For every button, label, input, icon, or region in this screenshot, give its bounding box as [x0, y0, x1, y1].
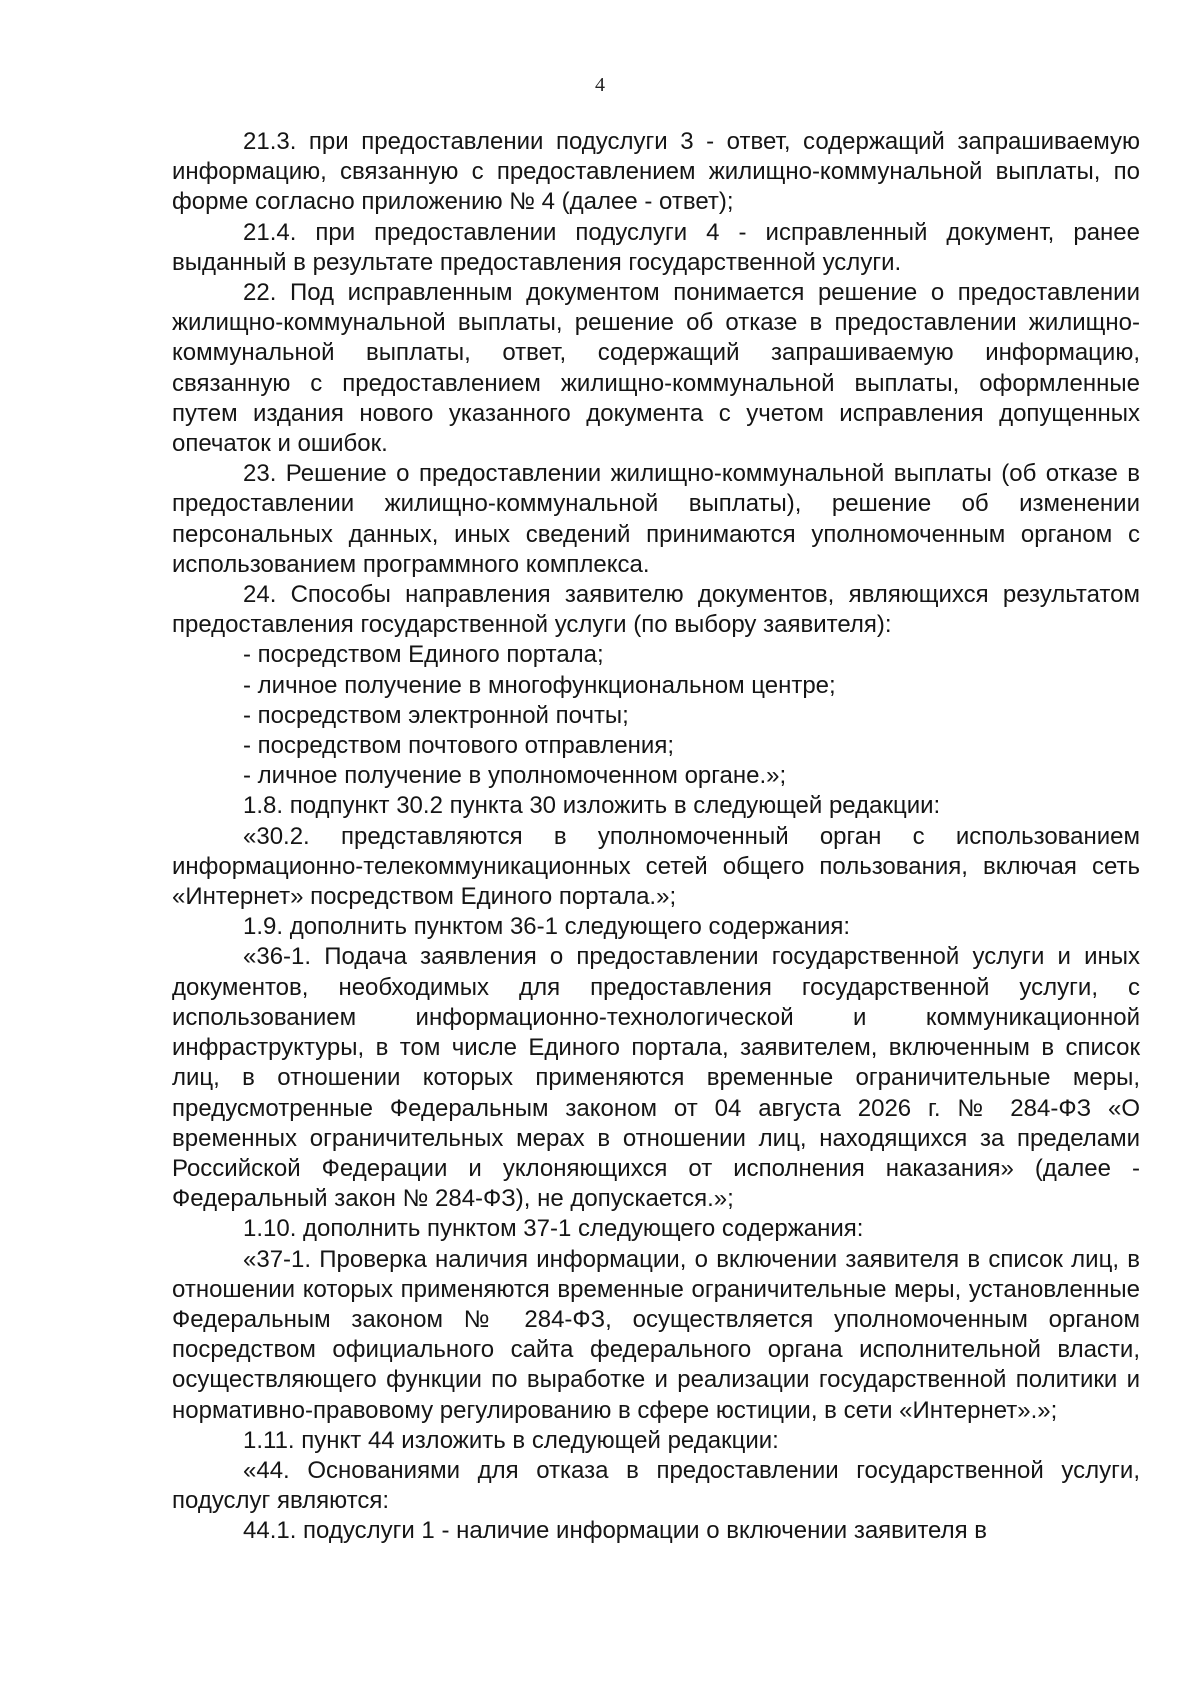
paragraph-21-3: 21.3. при предоставлении подуслуги 3 - ответ, содержащий запрашиваемую информацию, связанную с предоставлением жилищно-коммунальной выплаты, по форме согласно приложению № 4 (далее - ответ);: [172, 128, 1140, 216]
paragraph-30-2: «30.2. представляются в уполномоченный орган с использованием информационно-телекоммуникационных сетей общего пользования, включая сеть «Интернет» посредством Единого портала.»;: [172, 822, 1140, 911]
list-item-email: - посредством электронной почты;: [243, 701, 629, 729]
list-item-post: - посредством почтового отправления;: [243, 732, 675, 760]
paragraph-24: 24. Способы направления заявителю документов, являющихся результатом предоставления государственной услуги (по выбору заявителя):: [172, 581, 1140, 639]
paragraph-22: 22. Под исправленным документом понимается решение о предоставлении жилищно-коммунальной выплаты, решение об отказе в предоставлении жилищно-коммунальной выплаты, ответ, содержащий запрашиваемую информацию, связанную с предоставлением жилищно-коммунальной выплаты, оформленные путем издания нового указанного документа с учетом исправления допущенных опечаток и ошибок.: [172, 279, 1140, 458]
paragraph-36-1: «36-1. Подача заявления о предоставлении государственной услуги и иных документов, необходимых для предоставления государственной услуги, с использованием информационно-технологической и коммуникационной инфраструктуры, в том числе Единого портала, заявителем, включенным в список лиц, в отношении которых применяются временные ограничительные меры, предусмотренные Федеральным законом от 04 августа 2026 г. № 284-ФЗ «О временных ограничительных мерах в отношении лиц, находящихся за пределами Российской Федерации и уклоняющихся от исполнения наказания» (далее - Федеральный закон № 284-ФЗ), не допускается.»;: [172, 943, 1140, 1213]
paragraph-44: «44. Основаниями для отказа в предоставлении государственной услуги, подуслуг являются:: [172, 1456, 1140, 1515]
paragraph-21-4: 21.4. при предоставлении подуслуги 4 - исправленный документ, ранее выданный в результате предоставления государственной услуги.: [172, 218, 1140, 276]
paragraph-23: 23. Решение о предоставлении жилищно-коммунальной выплаты (об отказе в предоставлении жилищно-коммунальной выплаты), решение об изменении персональных данных, иных сведений принимаются уполномоченным органом с использованием программного комплекса.: [172, 460, 1140, 578]
paragraph-1-10: 1.10. дополнить пунктом 37-1 следующего содержания:: [243, 1215, 864, 1243]
list-item-portal: - посредством Единого портала;: [243, 641, 604, 669]
paragraph-1-8: 1.8. подпункт 30.2 пункта 30 изложить в следующей редакции:: [243, 792, 941, 820]
paragraph-1-9: 1.9. дополнить пунктом 36-1 следующего содержания:: [243, 913, 851, 941]
paragraph-37-1: «37-1. Проверка наличия информации, о включении заявителя в список лиц, в отношении которых применяются временные ограничительные меры, установленные Федеральным законом № 284-ФЗ, осуществляется уполномоченным органом посредством официального сайта федерального органа исполнительной власти, осуществляющего функции по выработке и реализации государственной политики и нормативно-правовому регулированию в сфере юстиции, в сети «Интернет».»;: [172, 1245, 1140, 1424]
page-number: 4: [595, 74, 605, 96]
paragraph-44-1: 44.1. подуслуги 1 - наличие информации о включении заявителя в: [243, 1517, 988, 1545]
document-body: [172, 127, 1140, 1547]
paragraph-1-11: 1.11. пункт 44 изложить в следующей редакции:: [243, 1426, 779, 1454]
list-item-mfc: - личное получение в многофункциональном центре;: [243, 671, 836, 699]
list-item-authority: - личное получение в уполномоченном органе.»;: [243, 762, 787, 790]
